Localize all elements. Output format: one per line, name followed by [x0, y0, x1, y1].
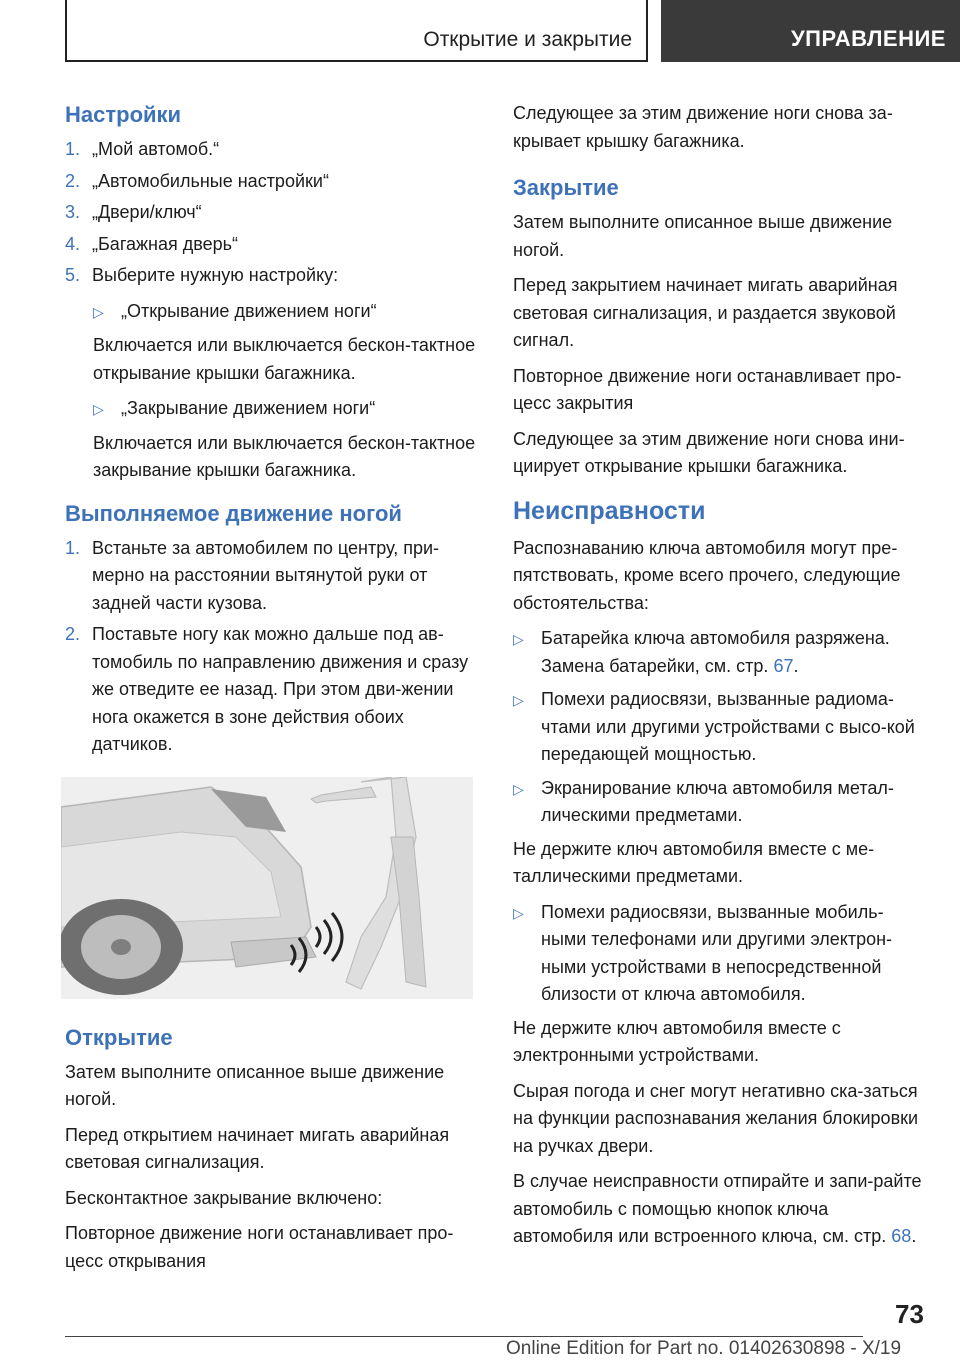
movement-heading: Выполняемое движение ногой [65, 500, 402, 526]
option-item: ▷ „Закрывание движением ноги“ [93, 395, 477, 424]
list-item: 2. Поставьте ногу как можно дальше под ав-томобиль по направлению движения и сразу же отведите ее назад. При этом дви-жении нога окажется в зоне действия обоих датчиков. [65, 624, 469, 754]
right-column [513, 100, 927, 1259]
faults-heading: Неисправности [513, 496, 706, 525]
car-rear-illustration [61, 777, 473, 999]
list-item: 5. Выберите нужную настройку: [65, 265, 339, 285]
triangle-bullet-icon: ▷ [93, 303, 104, 320]
opening-heading: Открытие [65, 1024, 173, 1050]
opening-paragraph: Повторное движение ноги останавливает про-цесс открывания [65, 1223, 454, 1271]
fault-note: Не держите ключ автомобиля вместе с электронными устройствами. [513, 1017, 841, 1065]
list-item: 3. „Двери/ключ“ [65, 202, 202, 222]
intro-paragraph: Следующее за этим движение ноги снова за-крывает крышку багажника. [513, 103, 893, 151]
fault-item: ▷ Помехи радиосвязи, вызванные радиома-чтами или другими устройствами с высо-кой передающей мощностью. [513, 686, 927, 769]
page-link-68[interactable]: 68 [891, 1226, 912, 1246]
triangle-bullet-icon: ▷ [513, 692, 524, 708]
opening-paragraph: Перед открытием начинает мигать аварийная световая сигнализация. [65, 1124, 450, 1172]
triangle-bullet-icon: ▷ [513, 780, 524, 797]
closing-paragraph: Следующее за этим движение ноги снова ини-циирует открывание крышки багажника. [513, 428, 905, 476]
footer-divider [65, 1336, 863, 1337]
triangle-bullet-icon: ▷ [513, 631, 524, 647]
closing-paragraph: Повторное движение ноги останавливает про-цесс закрытия [513, 365, 902, 413]
triangle-bullet-icon: ▷ [513, 904, 524, 921]
weather-paragraph: Сырая погода и снег могут негативно ска-заться на функции распознавания желания блокировки на ручках двери. [513, 1080, 919, 1156]
page-number: 73 [895, 1299, 924, 1329]
fault-action-paragraph: В случае неисправности отпирайте и запи-райте автомобиль с помощью кнопок ключа автомобиля или встроенного ключа, см. стр. 68. [513, 1171, 922, 1246]
closing-paragraph: Перед закрытием начинает мигать аварийная световая сигнализация, и раздается звуковой сигнал. [513, 275, 898, 350]
fault-item: ▷ Экранирование ключа автомобиля метал-лическими предметами. [513, 775, 927, 830]
list-item: 2. „Автомобильные настройки“ [65, 170, 329, 191]
fault-item: ▷ Батарейка ключа автомобиля разряжена. Замена батарейки, см. стр. 67. [513, 625, 927, 680]
list-item: 4. „Багажная дверь“ [65, 233, 238, 254]
triangle-bullet-icon: ▷ [93, 401, 104, 417]
settings-steps [65, 136, 477, 290]
option-description: Включается или выключается бескон-тактное открывание крышки багажника. [93, 335, 476, 383]
closing-heading: Закрытие [513, 175, 619, 200]
option-description: Включается или выключается бескон-тактное закрывание крышки багажника. [93, 432, 476, 480]
page-link-67[interactable]: 67 [773, 655, 794, 676]
movement-steps [65, 535, 477, 759]
opening-paragraph: Затем выполните описанное выше движение ногой. [65, 1061, 445, 1109]
opening-paragraph: Бесконтактное закрывание включено: [65, 1187, 383, 1208]
foot-gesture-illustration [61, 777, 473, 999]
option-item: ▷ „Открывание движением ноги“ [93, 298, 477, 327]
fault-item: ▷ Помехи радиосвязи, вызванные мобиль-ными телефонами или другими электрон-ными устройствами в непосредственной близости от ключа автомобиля. [513, 899, 927, 1009]
closing-paragraph: Затем выполните описанное выше движение ногой. [513, 212, 893, 260]
faults-intro: Распознаванию ключа автомобиля могут пре-пятствовать, кроме всего прочего, следующие обстоятельства: [513, 537, 901, 613]
settings-heading: Настройки [65, 102, 182, 127]
list-item: 1. Встаньте за автомобилем по центру, при-мерно на расстоянии вытянутой руки от задней части кузова. [65, 537, 440, 613]
section-tab: УПРАВЛЕНИЕ [661, 0, 960, 62]
left-column [65, 100, 477, 1283]
footer-edition: Online Edition for Part no. 01402630898 - X/19 [506, 1338, 902, 1359]
list-item: 1. „Мой автомоб.“ [65, 139, 220, 159]
header-title: Открытие и закрытие [423, 28, 632, 51]
fault-note: Не держите ключ автомобиля вместе с ме-таллическими предметами. [513, 838, 875, 886]
option-list [93, 298, 477, 485]
header-box [65, 0, 648, 62]
